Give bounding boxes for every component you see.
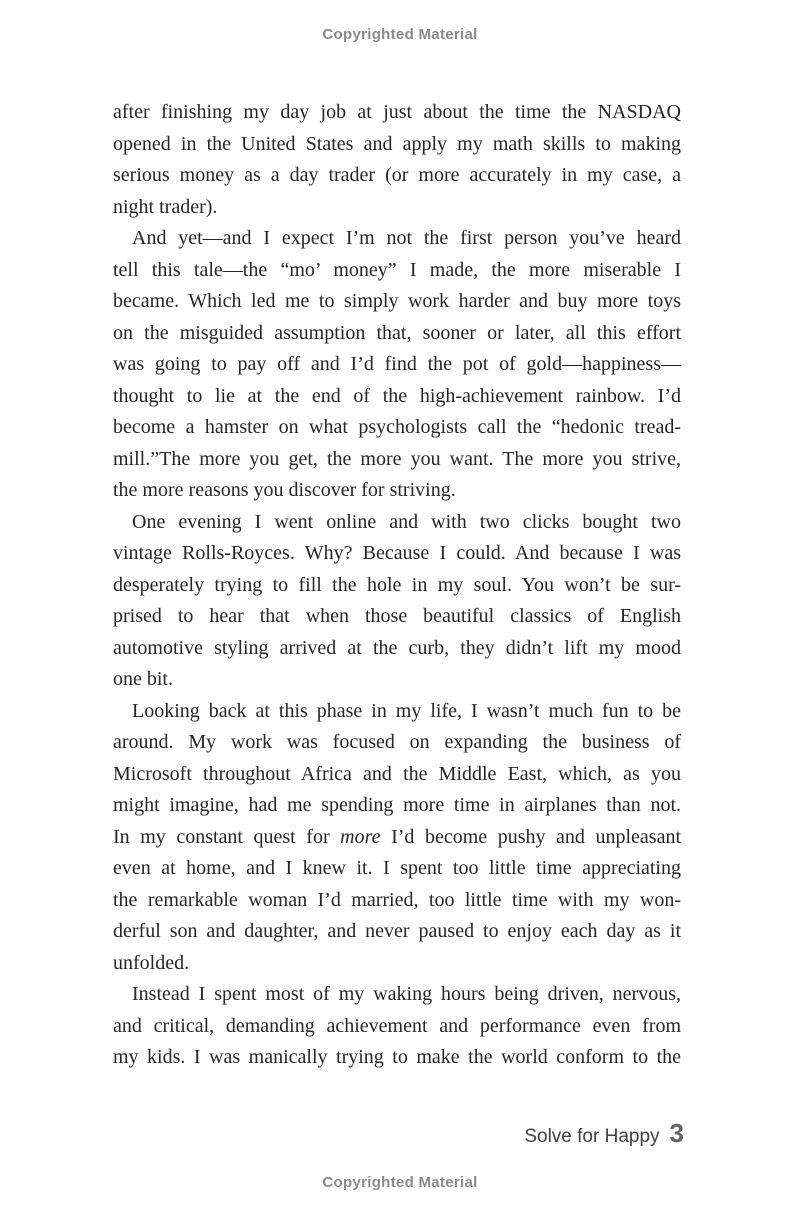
text-line: night trader).	[113, 195, 218, 218]
text-line: unfolded.	[113, 951, 190, 974]
text-line: In my constant quest for more I’d become pushy and unpleasant	[113, 825, 681, 848]
text-line: automotive styling arrived at the curb, they didn’t lift my mood	[113, 636, 681, 659]
text-line: became. Which led me to simply work harder and buy more toys	[113, 290, 681, 312]
copyright-notice-top: Copyrighted Material	[322, 26, 478, 43]
text-line: even at home, and I knew it. I spent too little time appreciating	[113, 857, 681, 879]
text-line: my kids. I was manically trying to make the world conform to the	[113, 1046, 681, 1068]
text-line: serious money as a day trader (or more accurately in my case, a	[113, 164, 681, 186]
text-line: and critical, demanding achievement and performance even from	[113, 1014, 681, 1037]
text-line: derful son and daughter, and never paused to enjoy each day as it	[113, 920, 681, 942]
text-line: the more reasons you discover for striving.	[113, 479, 456, 501]
text-line: And yet—and I expect I’m not the first person you’ve heard	[132, 227, 681, 249]
text-line: tell this tale—the “mo’ money” I made, the more miserable I	[113, 258, 681, 281]
text-line: become a hamster on what psychologists call the “hedonic tread-	[113, 416, 681, 438]
copyright-notice-bottom: Copyrighted Material	[322, 1174, 478, 1191]
page-footer	[113, 1118, 684, 1149]
text-line: after finishing my day job at just about the time the NASDAQ	[113, 101, 681, 123]
text-line: opened in the United States and apply my math skills to making	[113, 132, 681, 155]
text-line: the remarkable woman I’d married, too little time with my won-	[113, 888, 681, 911]
text-line: one bit.	[113, 668, 173, 690]
text-line: Looking back at this phase in my life, I wasn’t much fun to be	[132, 699, 681, 722]
book-title: Solve for Happy	[524, 1126, 660, 1147]
text-line: around. My work was focused on expanding the business of	[113, 731, 681, 753]
text-line: Instead I spent most of my waking hours being driven, nervous,	[132, 983, 681, 1005]
page-body	[113, 97, 681, 1074]
text-line: mill.”The more you get, the more you want. The more you strive,	[113, 447, 681, 470]
page-number: 3	[669, 1118, 684, 1148]
text-line: thought to lie at the end of the high-achievement rainbow. I’d	[113, 384, 681, 407]
text-line: desperately trying to fill the hole in my soul. You won’t be sur-	[113, 573, 681, 596]
text-line: vintage Rolls-Royces. Why? Because I could. And because I was	[113, 542, 681, 564]
text-line: One evening I went online and with two clicks bought two	[132, 510, 681, 533]
text-line: on the misguided assumption that, sooner or later, all this effort	[113, 321, 681, 344]
text-line: Microsoft throughout Africa and the Middle East, which, as you	[113, 762, 681, 785]
text-line: was going to pay off and I’d find the pot of gold—happiness—	[113, 353, 681, 375]
text-line: might imagine, had me spending more time in airplanes than not.	[113, 794, 681, 816]
text-line: prised to hear that when those beautiful classics of English	[113, 605, 681, 627]
